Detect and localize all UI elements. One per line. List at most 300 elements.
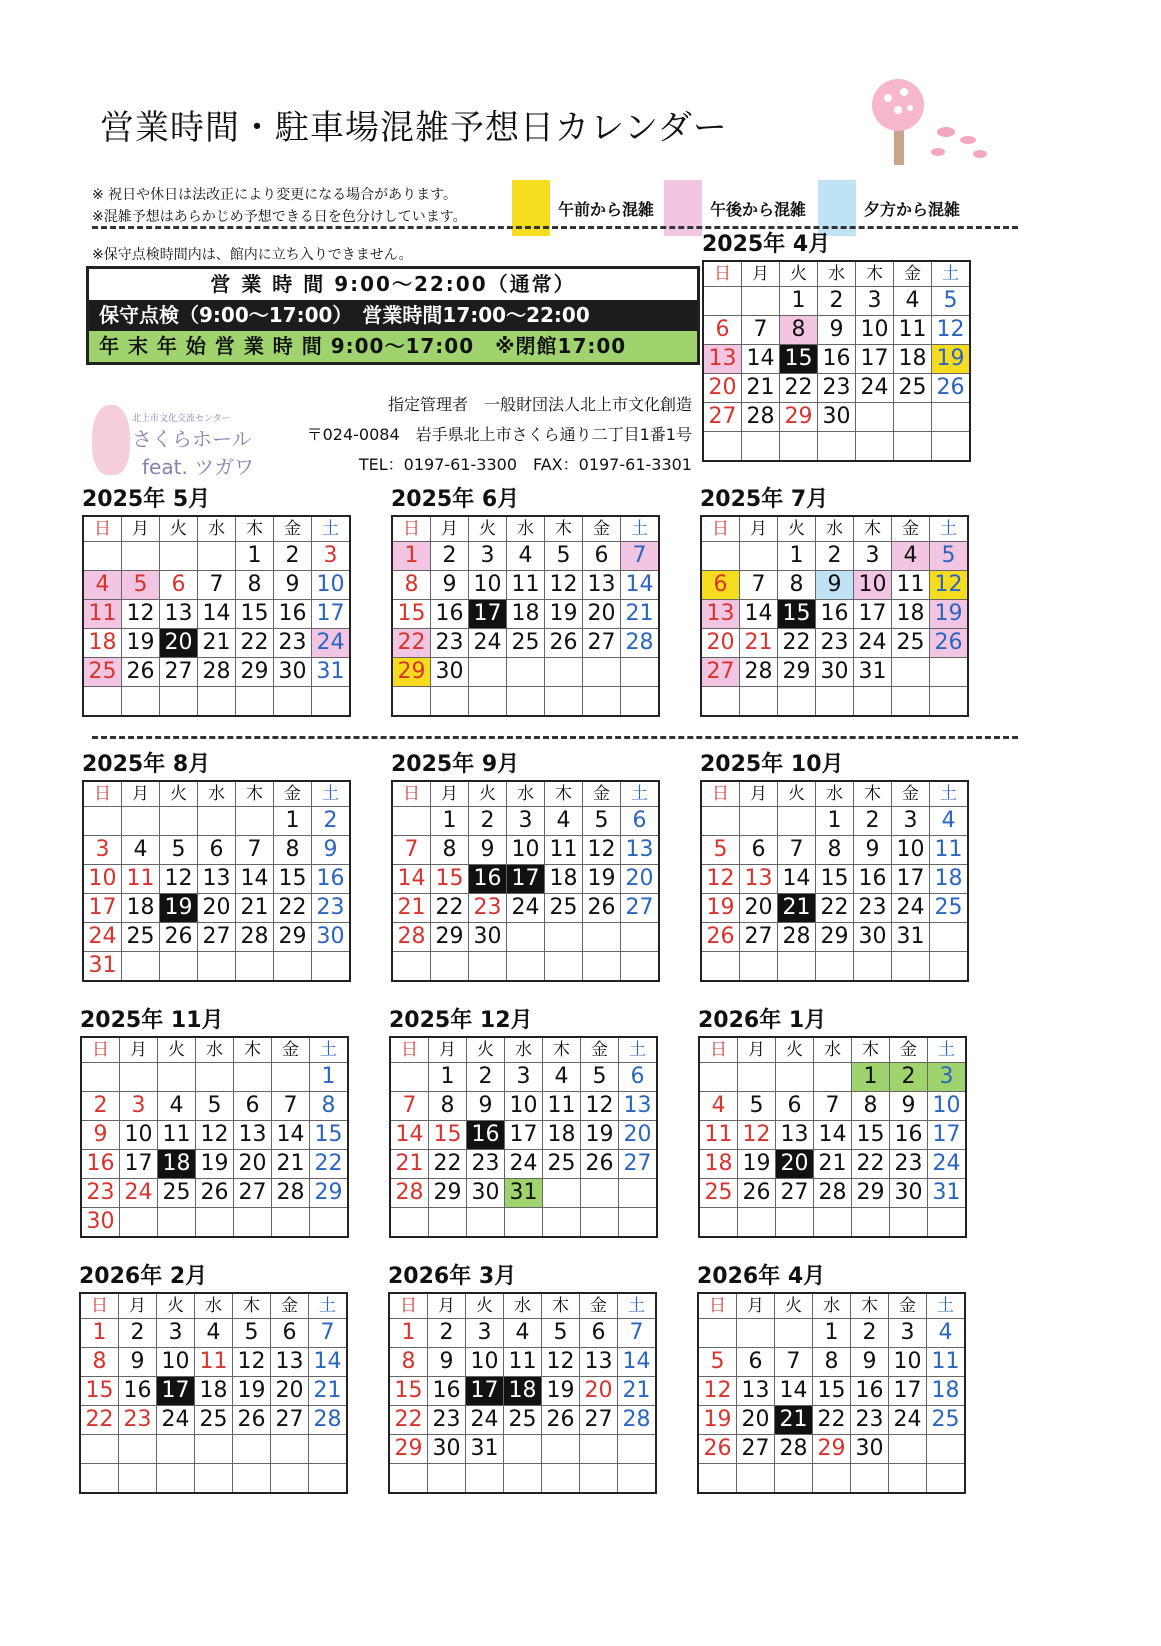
day-cell: 7: [272, 1092, 310, 1121]
day-cell: 17: [157, 1377, 195, 1406]
day-cell: 4: [83, 571, 122, 600]
day-cell: [467, 1208, 505, 1238]
weekday-header: 水: [198, 516, 236, 542]
weekday-header: 金: [583, 781, 621, 807]
day-cell: 4: [504, 1319, 542, 1348]
weekday-header: 火: [469, 781, 507, 807]
weekday-header: 土: [927, 1293, 966, 1319]
day-cell: [504, 1435, 542, 1464]
weekday-header: 木: [854, 781, 892, 807]
day-cell: [856, 432, 894, 462]
weekday-header: 水: [814, 1037, 852, 1063]
day-cell: 4: [122, 836, 160, 865]
weekday-header: 金: [274, 516, 312, 542]
day-cell: 5: [160, 836, 198, 865]
day-cell: 12: [738, 1121, 776, 1150]
day-cell: 31: [928, 1179, 967, 1208]
info-phone: TEL：0197-61-3300 FAX：0197-61-3301: [358, 455, 692, 474]
day-cell: [431, 687, 469, 717]
day-cell: 26: [701, 923, 740, 952]
day-cell: 25: [545, 894, 583, 923]
day-cell: 17: [892, 865, 930, 894]
day-cell: [580, 1464, 618, 1494]
weekday-header: 火: [776, 1037, 814, 1063]
day-cell: [583, 952, 621, 982]
day-cell: 26: [930, 629, 969, 658]
cherry-blossom-tree-icon: [868, 70, 998, 170]
day-cell: 20: [737, 1406, 775, 1435]
day-cell: 22: [236, 629, 274, 658]
day-cell: 29: [778, 658, 816, 687]
day-cell: 8: [80, 1348, 119, 1377]
day-cell: [889, 1435, 927, 1464]
weekday-header: 木: [236, 516, 274, 542]
day-cell: 17: [312, 600, 351, 629]
day-cell: 27: [619, 1150, 658, 1179]
day-cell: 4: [507, 542, 545, 571]
weekday-header: 土: [928, 1037, 967, 1063]
day-cell: [818, 432, 856, 462]
day-cell: [271, 1435, 309, 1464]
day-cell: 28: [236, 923, 274, 952]
day-cell: 13: [701, 600, 740, 629]
day-cell: [814, 1208, 852, 1238]
day-cell: 19: [581, 1121, 619, 1150]
day-cell: 15: [778, 600, 816, 629]
day-cell: 21: [390, 1150, 429, 1179]
weekday-header: 日: [81, 1037, 120, 1063]
day-cell: 24: [312, 629, 351, 658]
day-cell: 24: [120, 1179, 158, 1208]
day-cell: 13: [740, 865, 778, 894]
day-cell: [236, 952, 274, 982]
day-cell: 23: [119, 1406, 157, 1435]
day-cell: 13: [619, 1092, 658, 1121]
day-cell: [698, 1464, 737, 1494]
weekday-header: 木: [852, 1037, 890, 1063]
day-cell: 26: [581, 1150, 619, 1179]
weekday-header: 火: [775, 1293, 813, 1319]
day-cell: 19: [122, 629, 160, 658]
month-table: [702, 260, 971, 462]
day-cell: 6: [776, 1092, 814, 1121]
day-cell: 9: [431, 571, 469, 600]
weekday-header: 月: [738, 1037, 776, 1063]
day-cell: 5: [542, 1319, 580, 1348]
day-cell: 6: [621, 807, 660, 836]
weekday-header: 土: [619, 1037, 658, 1063]
day-cell: 20: [580, 1377, 618, 1406]
day-cell: 24: [507, 894, 545, 923]
day-cell: [507, 687, 545, 717]
day-cell: 25: [699, 1179, 738, 1208]
day-cell: [469, 952, 507, 982]
day-cell: 12: [233, 1348, 271, 1377]
month-calendar: [82, 485, 351, 717]
day-cell: 8: [389, 1348, 428, 1377]
day-cell: 11: [930, 836, 969, 865]
day-cell: 16: [119, 1377, 157, 1406]
day-cell: 5: [122, 571, 160, 600]
legend-label-evening: 夕方から混雑: [864, 199, 961, 219]
day-cell: [431, 952, 469, 982]
day-cell: 29: [392, 658, 431, 687]
day-cell: [234, 1063, 272, 1092]
day-cell: 31: [312, 658, 351, 687]
day-cell: 3: [856, 287, 894, 316]
day-cell: 13: [583, 571, 621, 600]
day-cell: [852, 1208, 890, 1238]
day-cell: [894, 432, 932, 462]
day-cell: [198, 542, 236, 571]
day-cell: 22: [80, 1406, 119, 1435]
day-cell: 13: [580, 1348, 618, 1377]
day-cell: [198, 952, 236, 982]
day-cell: 19: [930, 600, 969, 629]
weekday-header: 日: [699, 1037, 738, 1063]
day-cell: [701, 952, 740, 982]
weekday-header: 火: [469, 516, 507, 542]
weekday-header: 金: [892, 516, 930, 542]
day-cell: [236, 807, 274, 836]
day-cell: 1: [392, 542, 431, 571]
weekday-header: 日: [701, 781, 740, 807]
day-cell: 21: [198, 629, 236, 658]
day-cell: 20: [198, 894, 236, 923]
day-cell: 6: [740, 836, 778, 865]
day-cell: 14: [390, 1121, 429, 1150]
day-cell: 15: [389, 1377, 428, 1406]
day-cell: [195, 1464, 233, 1494]
day-cell: 14: [742, 345, 780, 374]
day-cell: 17: [505, 1121, 543, 1150]
month-table: [82, 515, 351, 717]
weekday-header: 水: [813, 1293, 851, 1319]
day-cell: [157, 1435, 195, 1464]
day-cell: [312, 687, 351, 717]
day-cell: 8: [780, 316, 818, 345]
day-cell: 17: [120, 1150, 158, 1179]
day-cell: 30: [854, 923, 892, 952]
day-cell: 15: [392, 600, 431, 629]
day-cell: [851, 1464, 889, 1494]
day-cell: [621, 952, 660, 982]
weekday-header: 金: [583, 516, 621, 542]
day-cell: [196, 1063, 234, 1092]
weekday-header: 土: [930, 781, 969, 807]
weekday-header: 土: [312, 516, 351, 542]
day-cell: [507, 923, 545, 952]
day-cell: [122, 542, 160, 571]
day-cell: 26: [698, 1435, 737, 1464]
day-cell: 11: [83, 600, 122, 629]
day-cell: [157, 1464, 195, 1494]
day-cell: [309, 1464, 348, 1494]
day-cell: 22: [813, 1406, 851, 1435]
day-cell: 9: [467, 1092, 505, 1121]
day-cell: 17: [83, 894, 122, 923]
day-cell: 10: [83, 865, 122, 894]
day-cell: [158, 1208, 196, 1238]
weekday-header: 日: [83, 516, 122, 542]
day-cell: 7: [814, 1092, 852, 1121]
day-cell: 9: [312, 836, 351, 865]
day-cell: 10: [507, 836, 545, 865]
day-cell: 7: [742, 316, 780, 345]
day-cell: 16: [854, 865, 892, 894]
day-cell: [742, 287, 780, 316]
month-calendar: [82, 750, 351, 982]
day-cell: 18: [83, 629, 122, 658]
weekday-header: 水: [818, 261, 856, 287]
day-cell: 5: [583, 807, 621, 836]
day-cell: [889, 1464, 927, 1494]
day-cell: 18: [545, 865, 583, 894]
weekday-header: 月: [740, 516, 778, 542]
day-cell: 22: [389, 1406, 428, 1435]
day-cell: [122, 687, 160, 717]
day-cell: 9: [851, 1348, 889, 1377]
day-cell: 28: [198, 658, 236, 687]
weekday-header: 木: [851, 1293, 889, 1319]
day-cell: 30: [890, 1179, 928, 1208]
day-cell: 2: [890, 1063, 928, 1092]
day-cell: 18: [122, 894, 160, 923]
day-cell: 10: [120, 1121, 158, 1150]
day-cell: 23: [890, 1150, 928, 1179]
day-cell: 12: [698, 1377, 737, 1406]
day-cell: 26: [233, 1406, 271, 1435]
weekday-header: 日: [392, 781, 431, 807]
day-cell: 26: [932, 374, 971, 403]
day-cell: 30: [312, 923, 351, 952]
weekday-header: 木: [233, 1293, 271, 1319]
day-cell: 3: [469, 542, 507, 571]
day-cell: 25: [930, 894, 969, 923]
day-cell: 9: [818, 316, 856, 345]
day-cell: 29: [236, 658, 274, 687]
day-cell: [272, 1208, 310, 1238]
day-cell: 2: [854, 807, 892, 836]
day-cell: [234, 1208, 272, 1238]
day-cell: [776, 1063, 814, 1092]
month-table: [391, 780, 660, 982]
day-cell: 28: [621, 629, 660, 658]
day-cell: 12: [160, 865, 198, 894]
day-cell: [392, 687, 431, 717]
day-cell: [580, 1435, 618, 1464]
day-cell: 16: [818, 345, 856, 374]
day-cell: 6: [198, 836, 236, 865]
day-cell: 23: [431, 629, 469, 658]
day-cell: 28: [390, 1179, 429, 1208]
day-cell: [778, 807, 816, 836]
day-cell: [701, 807, 740, 836]
day-cell: [621, 658, 660, 687]
day-cell: [703, 432, 742, 462]
day-cell: 25: [195, 1406, 233, 1435]
month-calendar: [80, 1006, 349, 1238]
day-cell: 10: [466, 1348, 504, 1377]
day-cell: [699, 1208, 738, 1238]
day-cell: 25: [927, 1406, 966, 1435]
day-cell: 15: [813, 1377, 851, 1406]
day-cell: [160, 807, 198, 836]
day-cell: 14: [272, 1121, 310, 1150]
day-cell: [816, 687, 854, 717]
day-cell: 12: [545, 571, 583, 600]
day-cell: 16: [467, 1121, 505, 1150]
day-cell: 8: [236, 571, 274, 600]
day-cell: 21: [621, 600, 660, 629]
weekday-header: 火: [467, 1037, 505, 1063]
day-cell: 21: [392, 894, 431, 923]
weekday-header: 木: [542, 1293, 580, 1319]
weekday-header: 日: [392, 516, 431, 542]
day-cell: [80, 1464, 119, 1494]
day-cell: [780, 432, 818, 462]
day-cell: [814, 1063, 852, 1092]
day-cell: 10: [889, 1348, 927, 1377]
weekday-header: 日: [701, 516, 740, 542]
hours-maintenance: 保守点検（9:00～17:00） 営業時間17:00～22:00: [89, 300, 697, 331]
day-cell: [778, 952, 816, 982]
weekday-header: 金: [892, 781, 930, 807]
day-cell: [621, 923, 660, 952]
day-cell: [80, 1435, 119, 1464]
day-cell: 1: [310, 1063, 349, 1092]
day-cell: 10: [854, 571, 892, 600]
day-cell: 12: [122, 600, 160, 629]
weekday-header: 金: [894, 261, 932, 287]
day-cell: [894, 403, 932, 432]
day-cell: 20: [621, 865, 660, 894]
day-cell: 1: [778, 542, 816, 571]
day-cell: 4: [930, 807, 969, 836]
day-cell: 28: [272, 1179, 310, 1208]
note-holiday: ※ 祝日や休日は法改正により変更になる場合があります。: [92, 187, 458, 203]
day-cell: 4: [545, 807, 583, 836]
day-cell: 23: [854, 894, 892, 923]
day-cell: 6: [619, 1063, 658, 1092]
day-cell: [198, 807, 236, 836]
day-cell: [890, 1208, 928, 1238]
day-cell: 25: [543, 1150, 581, 1179]
day-cell: [120, 1063, 158, 1092]
day-cell: 19: [160, 894, 198, 923]
day-cell: 24: [83, 923, 122, 952]
day-cell: 5: [233, 1319, 271, 1348]
day-cell: 23: [469, 894, 507, 923]
weekday-header: 火: [157, 1293, 195, 1319]
day-cell: 3: [157, 1319, 195, 1348]
weekday-header: 金: [274, 781, 312, 807]
day-cell: 30: [469, 923, 507, 952]
day-cell: [469, 687, 507, 717]
day-cell: 21: [814, 1150, 852, 1179]
day-cell: 2: [467, 1063, 505, 1092]
weekday-header: 土: [621, 781, 660, 807]
day-cell: 24: [854, 629, 892, 658]
day-cell: 12: [930, 571, 969, 600]
day-cell: 5: [738, 1092, 776, 1121]
day-cell: 1: [816, 807, 854, 836]
month-title: 2025年 10月: [700, 752, 844, 777]
day-cell: 6: [580, 1319, 618, 1348]
weekday-header: 月: [431, 781, 469, 807]
day-cell: 9: [816, 571, 854, 600]
day-cell: 27: [234, 1179, 272, 1208]
day-cell: [738, 1208, 776, 1238]
day-cell: 17: [469, 600, 507, 629]
day-cell: 13: [776, 1121, 814, 1150]
day-cell: [930, 923, 969, 952]
day-cell: [504, 1464, 542, 1494]
logo-subtitle: 北上市文化交流センター: [132, 414, 231, 424]
day-cell: 20: [703, 374, 742, 403]
day-cell: 31: [892, 923, 930, 952]
logo-name: さくらホール: [132, 427, 252, 451]
day-cell: 2: [818, 287, 856, 316]
day-cell: 20: [583, 600, 621, 629]
month-table: [80, 1036, 349, 1238]
day-cell: [892, 658, 930, 687]
day-cell: 14: [236, 865, 274, 894]
day-cell: 15: [274, 865, 312, 894]
day-cell: [390, 1063, 429, 1092]
day-cell: 31: [83, 952, 122, 982]
day-cell: 28: [775, 1435, 813, 1464]
day-cell: [542, 1464, 580, 1494]
day-cell: 19: [932, 345, 971, 374]
day-cell: 13: [160, 600, 198, 629]
day-cell: 6: [234, 1092, 272, 1121]
day-cell: [737, 1464, 775, 1494]
day-cell: [271, 1464, 309, 1494]
month-table: [698, 1036, 967, 1238]
day-cell: 3: [507, 807, 545, 836]
day-cell: 23: [851, 1406, 889, 1435]
weekday-header: 日: [80, 1293, 119, 1319]
day-cell: 18: [504, 1377, 542, 1406]
day-cell: 27: [160, 658, 198, 687]
page-title: 営業時間・駐車場混雑予想日カレンダー: [100, 108, 728, 148]
day-cell: 26: [542, 1406, 580, 1435]
weekday-header: 金: [580, 1293, 618, 1319]
day-cell: 12: [583, 836, 621, 865]
weekday-header: 火: [778, 781, 816, 807]
day-cell: 10: [928, 1092, 967, 1121]
day-cell: 31: [466, 1435, 504, 1464]
day-cell: 6: [583, 542, 621, 571]
month-table: [79, 1292, 348, 1494]
day-cell: [618, 1435, 657, 1464]
day-cell: [122, 952, 160, 982]
day-cell: 6: [160, 571, 198, 600]
divider-top: [92, 226, 1018, 229]
legend-label-afternoon: 午後から混雑: [710, 199, 807, 219]
day-cell: 11: [699, 1121, 738, 1150]
day-cell: [816, 952, 854, 982]
day-cell: 21: [740, 629, 778, 658]
day-cell: 12: [196, 1121, 234, 1150]
day-cell: 19: [698, 1406, 737, 1435]
weekday-header: 月: [742, 261, 780, 287]
day-cell: 6: [271, 1319, 309, 1348]
day-cell: [854, 952, 892, 982]
day-cell: [927, 1464, 966, 1494]
day-cell: [856, 403, 894, 432]
